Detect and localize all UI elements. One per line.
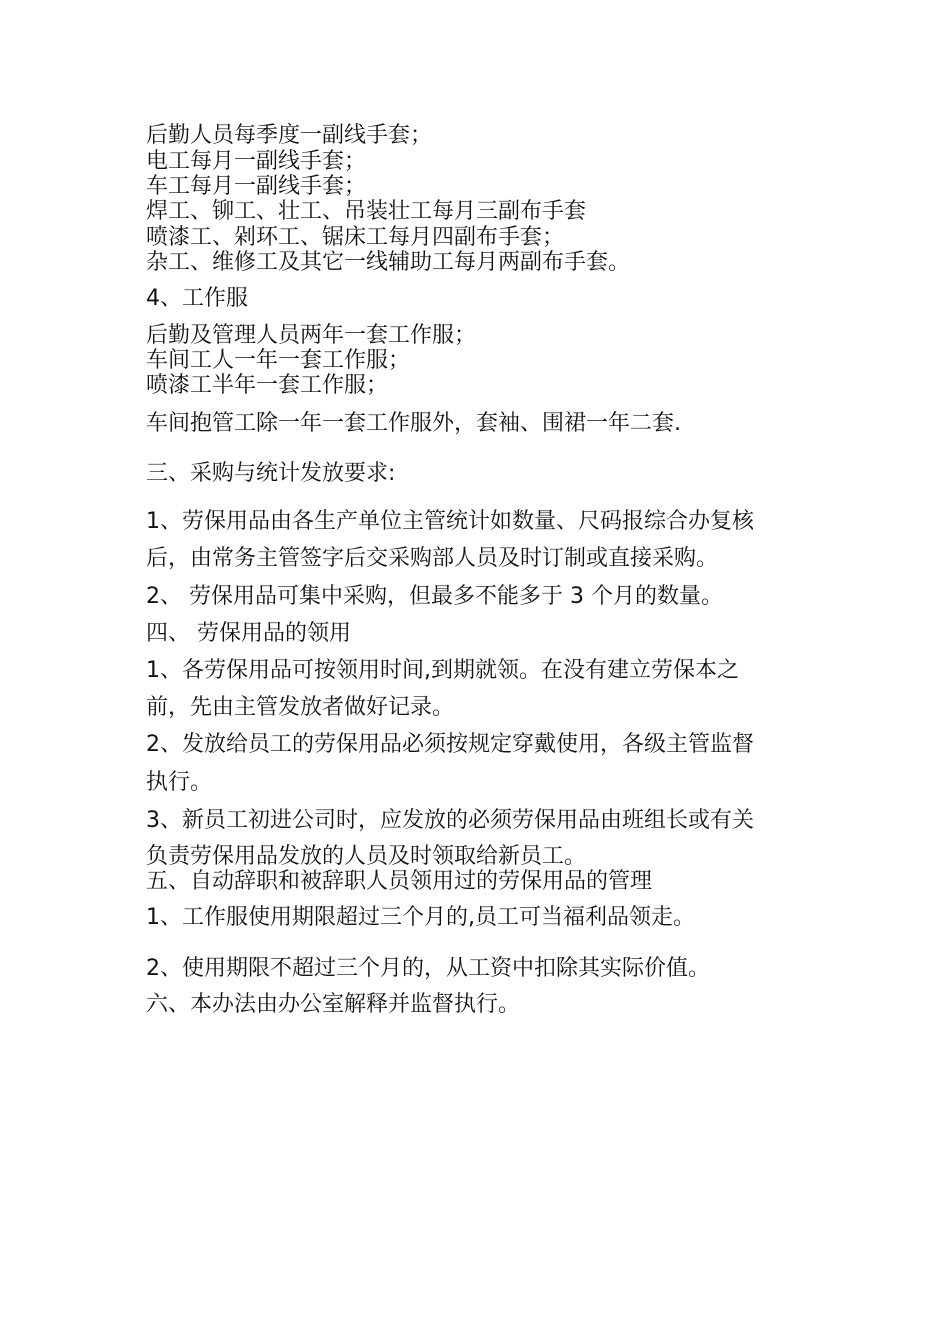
text-line: 前，先由主管发放者做好记录。 [146,695,455,720]
text-line: 焊工、铆工、壮工、吊装壮工每月三副布手套 [146,199,587,224]
text-line: 1、工作服使用期限超过三个月的,员工可当福利品领走。 [146,905,695,930]
text-line: 2、发放给员工的劳保用品必须按规定穿戴使用，各级主管监督 [146,732,754,757]
section-heading: 六、本办法由办公室解释并监督执行。 [146,992,521,1017]
text-line: 执行。 [146,770,213,795]
text-line: 后，由常务主管签字后交采购部人员及时订制或直接采购。 [146,546,719,571]
text-line: 1、各劳保用品可按领用时间,到期就领。在没有建立劳保本之 [146,658,739,683]
text-line: 2、使用期限不超过三个月的，从工资中扣除其实际价值。 [146,956,710,981]
text-line: 杂工、维修工及其它一线辅助工每月两副布手套。 [146,250,631,275]
text-line: 喷漆工、剁环工、锯床工每月四副布手套； [146,225,565,250]
text-line: 1、劳保用品由各生产单位主管统计如数量、尺码报综合办复核 [146,509,754,534]
section-heading: 4、工作服 [146,286,248,311]
text-line: 车间抱管工除一年一套工作服外，套袖、围裙一年二套. [146,411,681,436]
text-line: 负责劳保用品发放的人员及时领取给新员工。 [146,844,587,869]
section-heading: 三、采购与统计发放要求: [146,461,396,486]
text-line: 车工每月一副线手套； [146,174,367,199]
section-heading: 四、 劳保用品的领用 [146,621,351,646]
text-line: 喷漆工半年一套工作服； [146,373,389,398]
section-heading: 五、自动辞职和被辞职人员领用过的劳保用品的管理 [146,869,653,894]
text-line: 后勤人员每季度一副线手套； [146,123,433,148]
text-line: 后勤及管理人员两年一套工作服； [146,323,477,348]
text-line: 2、 劳保用品可集中采购，但最多不能多于 3 个月的数量。 [146,584,723,609]
text-line: 电工每月一副线手套； [146,149,367,174]
text-line: 3、新员工初进公司时，应发放的必须劳保用品由班组长或有关 [146,808,754,833]
text-line: 车间工人一年一套工作服； [146,348,411,373]
